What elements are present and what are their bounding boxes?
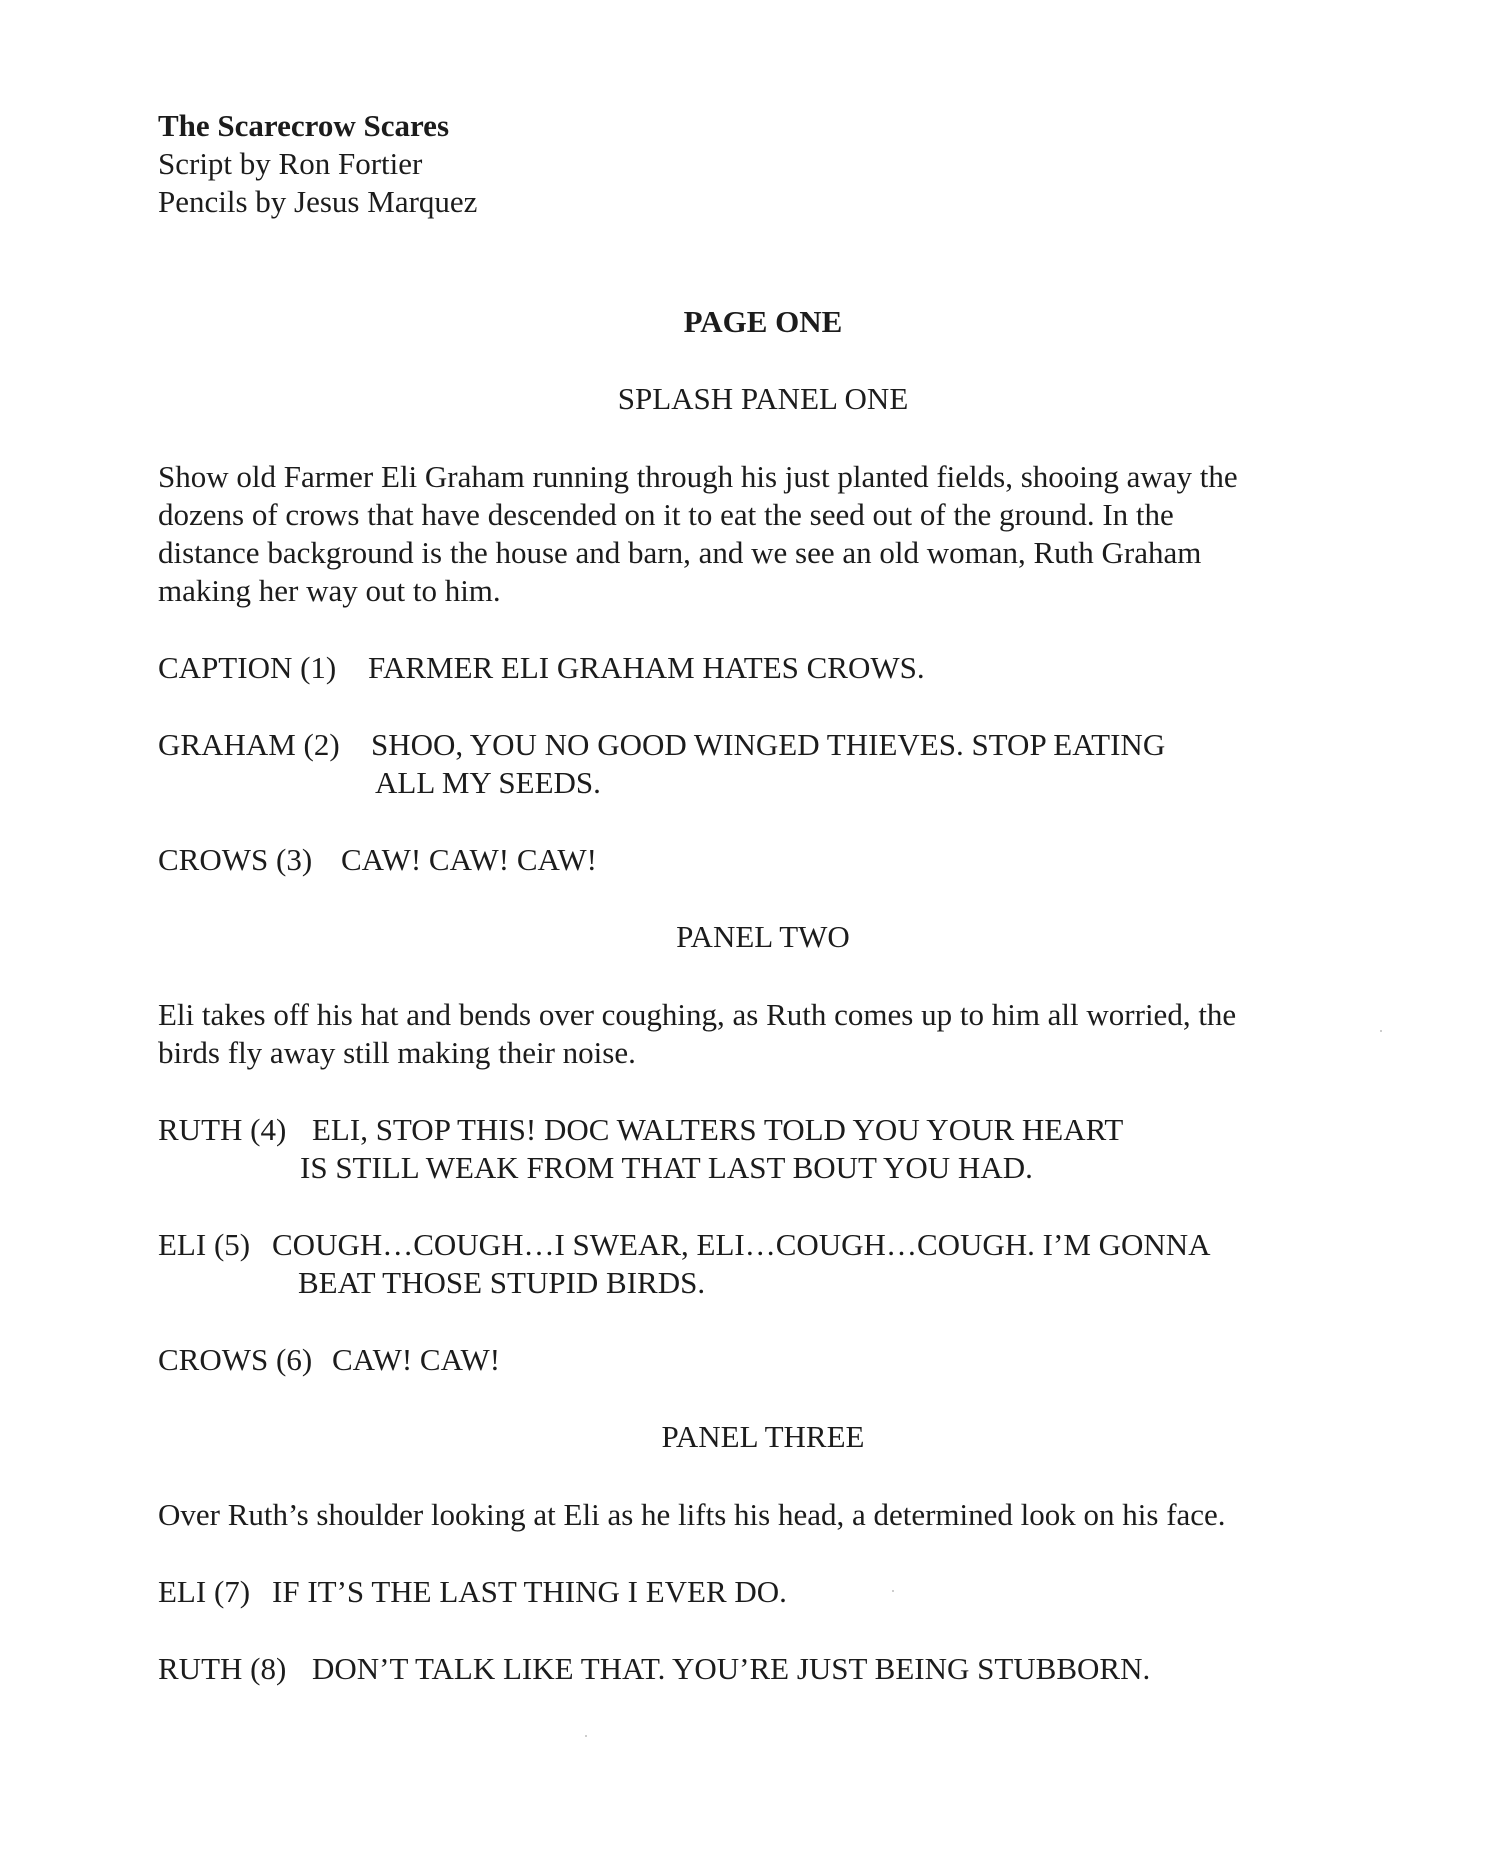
panel-description-line: birds fly away still making their noise. (158, 1035, 636, 1070)
scan-speck (892, 1590, 894, 1592)
panel-heading: PANEL THREE (661, 1419, 865, 1454)
panel-description-line: dozens of crows that have descended on it to eat the seed out of the ground. In the (158, 497, 1174, 532)
page-heading: PAGE ONE (683, 304, 843, 339)
dialogue-speaker: GRAHAM (2) (158, 727, 340, 762)
dialogue-line: DON’T TALK LIKE THAT. YOU’RE JUST BEING STUBBORN. (312, 1651, 1151, 1686)
scan-speck (585, 1735, 587, 1737)
dialogue-speaker: ELI (7) (158, 1574, 251, 1609)
panel-heading: SPLASH PANEL ONE (617, 381, 909, 416)
panel-description-line: Show old Farmer Eli Graham running through his just planted fields, shooing away the (158, 459, 1238, 494)
dialogue-line: IS STILL WEAK FROM THAT LAST BOUT YOU HAD. (300, 1150, 1033, 1185)
dialogue-speaker: RUTH (4) (158, 1112, 287, 1147)
dialogue-speaker: CAPTION (1) (158, 650, 337, 685)
panel-description-line: Over Ruth’s shoulder looking at Eli as he lifts his head, a determined look on his face. (158, 1497, 1226, 1532)
panel-description-line: distance background is the house and barn, and we see an old woman, Ruth Graham (158, 535, 1202, 570)
dialogue-line: ELI, STOP THIS! DOC WALTERS TOLD YOU YOUR HEART (312, 1112, 1124, 1147)
dialogue-line: COUGH…COUGH…I SWEAR, ELI…COUGH…COUGH. I’M GONNA (272, 1227, 1211, 1262)
script-credit: Script by Ron Fortier (158, 146, 423, 181)
dialogue-line: ALL MY SEEDS. (375, 765, 601, 800)
panel-description-line: Eli takes off his hat and bends over coughing, as Ruth comes up to him all worried, the (158, 997, 1237, 1032)
scan-speck (1380, 1030, 1382, 1032)
dialogue-line: BEAT THOSE STUPID BIRDS. (298, 1265, 706, 1300)
dialogue-line: CAW! CAW! (332, 1342, 501, 1377)
dialogue-speaker: RUTH (8) (158, 1651, 287, 1686)
pencils-credit: Pencils by Jesus Marquez (158, 184, 478, 219)
dialogue-line: FARMER ELI GRAHAM HATES CROWS. (368, 650, 925, 685)
dialogue-speaker: CROWS (3) (158, 842, 313, 877)
dialogue-line: CAW! CAW! CAW! (341, 842, 597, 877)
dialogue-speaker: ELI (5) (158, 1227, 251, 1262)
dialogue-line: SHOO, YOU NO GOOD WINGED THIEVES. STOP EATING (371, 727, 1166, 762)
script-title: The Scarecrow Scares (158, 108, 450, 143)
dialogue-line: IF IT’S THE LAST THING I EVER DO. (272, 1574, 787, 1609)
panel-heading: PANEL TWO (676, 919, 850, 954)
dialogue-speaker: CROWS (6) (158, 1342, 313, 1377)
panel-description-line: making her way out to him. (158, 573, 501, 608)
